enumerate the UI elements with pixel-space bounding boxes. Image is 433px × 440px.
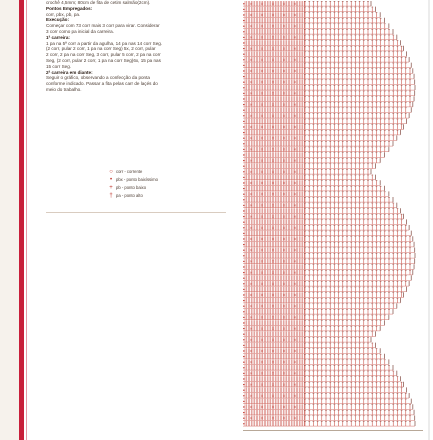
chart-row [243, 225, 409, 230]
section-divider [46, 212, 226, 213]
stitches-list: corr, pbx, pb, pa. [46, 11, 81, 17]
chart-row [243, 315, 389, 320]
chart-row [243, 365, 393, 370]
chart-row [243, 191, 389, 196]
chart-row [243, 275, 411, 280]
legend-label: pbx - ponto baixíssimo [116, 177, 158, 182]
chart-row [243, 147, 389, 152]
chart-row [243, 51, 407, 56]
page-margin [0, 0, 19, 440]
legend-item [106, 184, 216, 192]
execution-title: Execução: [46, 17, 69, 23]
chart-row [243, 63, 411, 68]
chart-row [243, 399, 411, 404]
chart-row [243, 91, 415, 96]
chart-row [243, 203, 397, 208]
stitches-title: Pontos Empregados: [46, 5, 93, 11]
chart-row [243, 236, 413, 241]
chart-row [243, 68, 413, 73]
chart-row [243, 12, 380, 17]
execution-line: Começar com 73 corr mais 3 corr para virar. Considerar [46, 23, 160, 29]
chart-row [243, 393, 409, 398]
chart-row [243, 180, 380, 185]
legend-label: corr - corrente [116, 169, 143, 174]
chart-row [243, 135, 397, 140]
row1-line: Seg, (2 corr, pular 2 corr, 1 pa na corr Seg)6x, 15 pa nas [46, 57, 161, 63]
chart-row [243, 169, 371, 174]
chart-row [243, 18, 385, 23]
legend-item [106, 176, 216, 184]
legend-item [106, 192, 216, 200]
page-edge [428, 0, 430, 440]
row1-title: 1ª carreira: [46, 34, 70, 40]
chart-row [243, 85, 415, 90]
chart-row [243, 326, 380, 331]
circle-icon: ○ [109, 169, 113, 175]
chart-row [243, 158, 380, 163]
chart-row [243, 247, 415, 252]
chart-row [243, 281, 409, 286]
chart-row [243, 124, 404, 129]
chart-row [243, 343, 376, 348]
chart-row [243, 421, 415, 426]
chart-row [243, 231, 411, 236]
chart-row [243, 270, 413, 275]
row2-line: meio do trabalho. [46, 86, 82, 92]
chart-row [243, 382, 404, 387]
stitch-legend [106, 168, 216, 200]
chart-row [243, 264, 414, 269]
chart-row [243, 337, 371, 342]
chart-row [243, 79, 415, 84]
chart-row [243, 113, 409, 118]
execution-line: 3 corr como pa inicial da carreira. [46, 28, 114, 34]
chart-row [243, 292, 404, 297]
row1-line: (2 corr, pular 2 corr, 1 pa na corr Seg) 5x, 2 corr, pular [46, 46, 156, 52]
chart-row [243, 96, 414, 101]
chart-row [243, 7, 376, 12]
chart-row [243, 298, 400, 303]
chart-row [243, 242, 414, 247]
chart-row [243, 371, 397, 376]
treble-icon: † [109, 193, 113, 199]
dot-icon: • [109, 177, 113, 183]
crochet-chart [243, 0, 421, 428]
chart-row [243, 102, 413, 107]
chart-row [243, 35, 397, 40]
legend-item [106, 168, 216, 176]
chart-row [243, 259, 415, 264]
chart-row [243, 130, 400, 135]
plus-icon: + [109, 185, 113, 191]
row2-line: conforme indicado. Passar a fita pelas carr de laçés do [46, 81, 158, 87]
legend-label: pb - ponto baixo [116, 185, 147, 190]
chart-row [243, 1, 371, 6]
materials-line: crochê 4,5mm; 80cm de fita de cetim salmão(2cm). [46, 0, 151, 5]
chart-row [243, 331, 376, 336]
chart-row [243, 354, 385, 359]
chart-row [243, 74, 414, 79]
chart-row [243, 197, 393, 202]
chart-row [243, 40, 400, 45]
chart-row [243, 415, 415, 420]
instructions-column [46, 0, 230, 93]
row2-line: Seguir o gráfico, observando a confecção da ponta [46, 75, 150, 81]
binding-stripe [19, 0, 24, 440]
chart-row [243, 46, 404, 51]
chart-row [243, 303, 397, 308]
chart-row [243, 404, 413, 409]
chart-row [243, 253, 415, 258]
chart-row [243, 163, 376, 168]
chart-row [243, 208, 400, 213]
binding-stripe-thin [26, 0, 27, 440]
chart-row [243, 57, 409, 62]
chart-row [243, 175, 376, 180]
chart-row [243, 23, 389, 28]
chart-row [243, 141, 393, 146]
chart-row [243, 29, 393, 34]
row1-line: 1 pa na 5ª corr a partir da agulha, 14 pa nas 14 corr Seg. [46, 40, 163, 46]
chart-row [243, 309, 393, 314]
chart-row [243, 214, 404, 219]
chart-bottom-edge [243, 430, 423, 431]
chart-row [243, 287, 407, 292]
chart-row [243, 359, 389, 364]
row1-line: 15 corr Seg. [46, 63, 72, 69]
legend-label: pa - ponto alto [116, 193, 143, 198]
chart-row [243, 186, 385, 191]
row1-line: 2 corr, 2 pa na corr Seg, 3 corr, pular 5 corr, 2 pa na corr [46, 52, 161, 58]
chart-row [243, 107, 411, 112]
chart-row [243, 387, 407, 392]
chart-row [243, 376, 400, 381]
chart-row [243, 219, 407, 224]
row2-title: 2ª carreira em diante: [46, 69, 93, 75]
chart-row [243, 119, 407, 124]
chart-row [243, 348, 380, 353]
chart-row [243, 410, 414, 415]
chart-row [243, 320, 385, 325]
chart-row [243, 152, 385, 157]
